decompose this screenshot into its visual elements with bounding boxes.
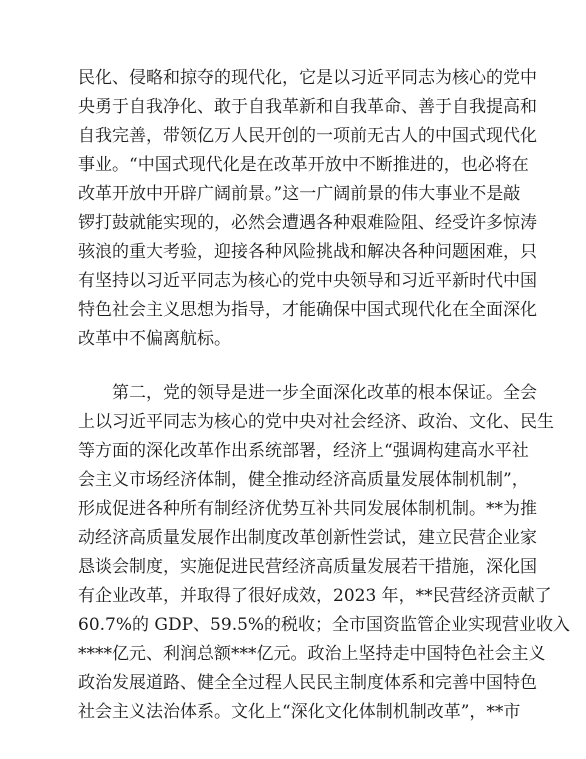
paragraph-1: [78, 64, 537, 354]
paragraph-line: 锣打鼓就能实现的，必然会遭遇各种艰难险阻、经受许多惊涛: [78, 213, 537, 233]
paragraph-line: 改革开放中开辟广阔前景。”这一广阔前景的伟大事业不是敲: [78, 184, 521, 204]
paragraph-line: 有坚持以习近平同志为核心的党中央领导和习近平新时代中国: [78, 271, 537, 291]
paragraph-line: 形成促进各种所有制经济优势互补共同发展体制机制。**为推: [78, 499, 537, 519]
paragraph-line: 特色社会主义思想为指导，才能确保中国式现代化在全面深化: [78, 300, 537, 320]
paragraph-2: [78, 379, 571, 727]
paragraph-line: 恳谈会制度，实施促进民营经济高质量发展若干措施，深化国: [78, 557, 537, 577]
paragraph-line: 第二，党的领导是进一步全面深化改革的根本保证。全会: [112, 383, 537, 403]
paragraph-line: 上以习近平同志为核心的党中央对社会经济、政治、文化、民生: [78, 412, 554, 432]
paragraph-line: 民化、侵略和掠夺的现代化，它是以习近平同志为核心的党中: [78, 68, 537, 88]
paragraph-line: 有企业改革，并取得了很好成效，2023 年，**民营经济贡献了: [78, 586, 552, 606]
paragraph-line: 社会主义法治体系。文化上“深化文化体制机制改革”，**市: [78, 702, 521, 722]
paragraph-line: 动经济高质量发展作出制度改革创新性尝试，建立民营企业家: [78, 528, 537, 548]
paragraph-line: 60.7%的 GDP、59.5%的税收；全市国资监管企业实现营业收入: [78, 615, 571, 635]
paragraph-line: 央勇于自我净化、敢于自我革新和自我革命、善于自我提高和: [78, 97, 537, 117]
paragraph-line: 改革中不偏离航标。: [78, 329, 231, 349]
paragraph-line: 自我完善，带领亿万人民开创的一项前无古人的中国式现代化: [78, 126, 537, 146]
paragraph-line: 骇浪的重大考验，迎接各种风险挑战和解决各种问题困难，只: [78, 242, 537, 262]
paragraph-line: 等方面的深化改革作出系统部署，经济上“强调构建高水平社: [78, 441, 529, 461]
paragraph-line: 会主义市场经济体制，健全推动经济高质量发展体制机制”，: [78, 470, 529, 490]
paragraph-line: ****亿元、利润总额***亿元。政治上坚持走中国特色社会主义: [78, 644, 546, 664]
paragraph-line: 事业。“中国式现代化是在改革开放中不断推进的，也必将在: [78, 155, 529, 175]
paragraph-line: 政治发展道路、健全全过程人民民主制度体系和完善中国特色: [78, 673, 537, 693]
